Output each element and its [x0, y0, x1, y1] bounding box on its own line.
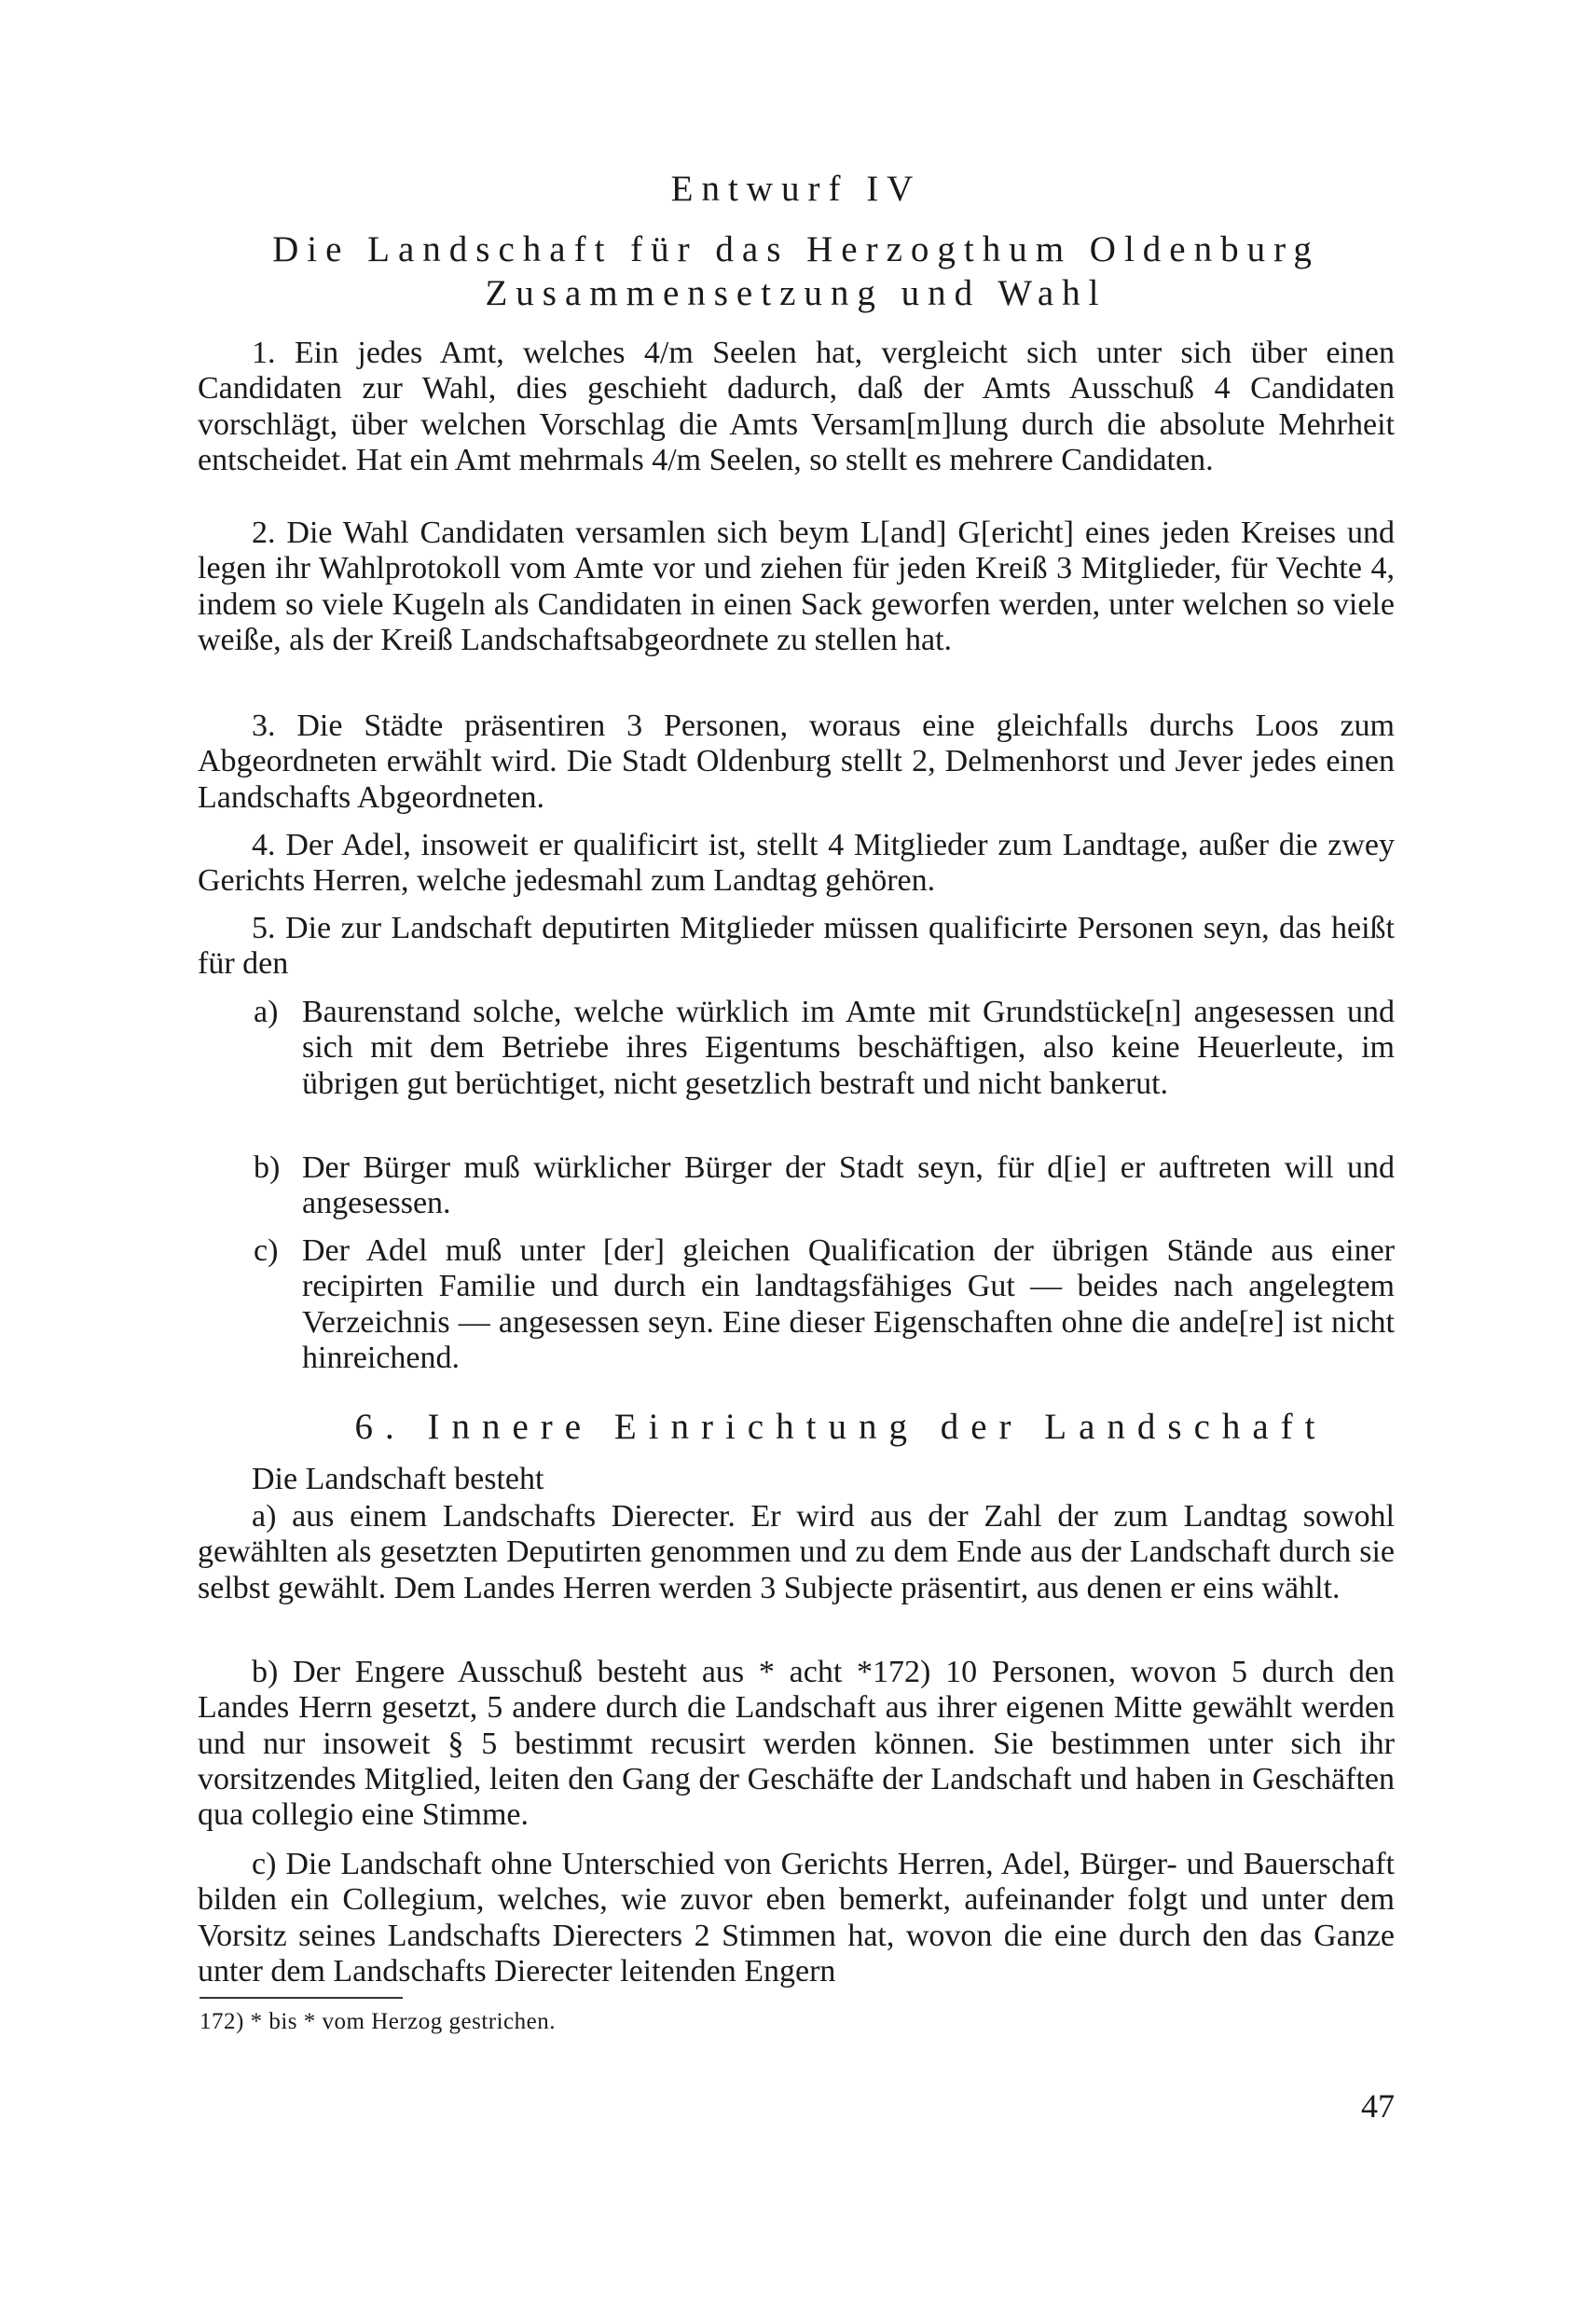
paragraph-1: 1. Ein jedes Amt, welches 4/m Seelen hat, vergleicht sich unter sich über einen Candidaten zur Wahl, dies geschieht dadurch, daß der Amts Ausschuß 4 Candidaten vorschlägt, über welchen Vorschlag die Amts Versam[m]lung durch die absolute Mehrheit entscheidet. Hat ein Amt mehrmals 4/m Seelen, so stellt es mehrere Candidaten. — [198, 336, 1395, 477]
list-marker: a) — [254, 995, 279, 1029]
list-marker: c) — [254, 1233, 279, 1268]
footnote: 172) * bis * vom Herzog gestrichen. — [200, 2009, 557, 2034]
section-intro: Die Landschaft besteht — [252, 1462, 544, 1496]
section-title: Zusammensetzung und Wahl — [485, 273, 1108, 313]
section-heading: 6. Innere Einrichtung der Landschaft — [354, 1407, 1328, 1447]
page-title: Entwurf IV — [670, 169, 922, 209]
list-item-a — [254, 995, 1395, 1102]
paragraph-5: 5. Die zur Landschaft deputirten Mitglieder müssen qualificirte Personen seyn, das heißt für den — [198, 911, 1395, 982]
paragraph-6a: a) aus einem Landschafts Dierecter. Er wird aus der Zahl der zum Landtag sowohl gewählten als gesetzten Deputirten genommen und zu dem Ende aus der Landschaft durch sie selbst gewählt. Dem Landes Herren werden 3 Subjecte präsentirt, aus denen er eins wählt. — [198, 1499, 1395, 1605]
list-item-text: Baurenstand solche, welche würklich im Amte mit Grundstücke[n] angesessen und sich mit dem Betriebe ihres Eigentums beschäftigen, also keine Heuerleute, im übrigen gut berüchtiget, nicht gesetzlich bestraft und nicht bankerut. — [302, 995, 1395, 1101]
list-item-b — [254, 1150, 1395, 1222]
list-item-text: Der Bürger muß würklicher Bürger der Stadt seyn, für d[ie] er auftreten will und angesessen. — [302, 1150, 1395, 1221]
list-item-c — [254, 1233, 1395, 1376]
page-subtitle: Die Landschaft für das Herzogthum Oldenburg — [272, 229, 1320, 269]
page-number: 47 — [1361, 2087, 1395, 2125]
paragraph-2: 2. Die Wahl Candidaten versamlen sich beym L[and] G[ericht] eines jeden Kreises und legen ihr Wahlprotokoll vom Amte vor und ziehen für jeden Kreiß 3 Mitglieder, für Vechte 4, indem so viele Kugeln als Candidaten in einen Sack geworfen werden, unter welchen so viele weiße, als der Kreiß Landschaftsabgeordnete zu stellen hat. — [198, 516, 1395, 657]
paragraph-4: 4. Der Adel, insoweit er qualificirt ist, stellt 4 Mitglieder zum Landtage, außer die zwey Gerichts Herren, welche jedesmahl zum Landtag gehören. — [198, 828, 1395, 899]
paragraph-6c: c) Die Landschaft ohne Unterschied von Gerichts Herren, Adel, Bürger- und Bauerschaft bilden ein Collegium, welches, wie zuvor eben bemerkt, aufeinander folgt und unter dem Vorsitz seines Landschafts Dierecters 2 Stimmen hat, wovon die eine durch den das Ganze unter dem Landschafts Dierecter leitenden Engern — [198, 1847, 1395, 1989]
footnote-rule — [200, 1997, 403, 1999]
list-item-text: Der Adel muß unter [der] gleichen Qualification der übrigen Stände aus einer recipirten Familie und durch ein landtagsfähiges Gut — beides nach angelegtem Verzeichnis — angesessen seyn. Eine dieser Eigenschaften ohne die ande[re] ist nicht hinreichend. — [302, 1233, 1395, 1375]
list-marker: b) — [254, 1150, 281, 1185]
paragraph-6b: b) Der Engere Ausschuß besteht aus * acht *172) 10 Personen, wovon 5 durch den Landes Herrn gesetzt, 5 andere durch die Landschaft aus ihrer eigenen Mitte gewählt werden und nur insoweit § 5 bestimmt recusirt werden können. Sie bestimmen unter sich ihr vorsitzendes Mitglied, leiten den Gang der Geschäfte der Landschaft und haben in Geschäften qua collegio eine Stimme. — [198, 1655, 1395, 1833]
paragraph-3: 3. Die Städte präsentiren 3 Personen, woraus eine gleichfalls durchs Loos zum Abgeordneten erwählt wird. Die Stadt Oldenburg stellt 2, Delmenhorst und Jever jedes einen Landschafts Abgeordneten. — [198, 709, 1395, 815]
